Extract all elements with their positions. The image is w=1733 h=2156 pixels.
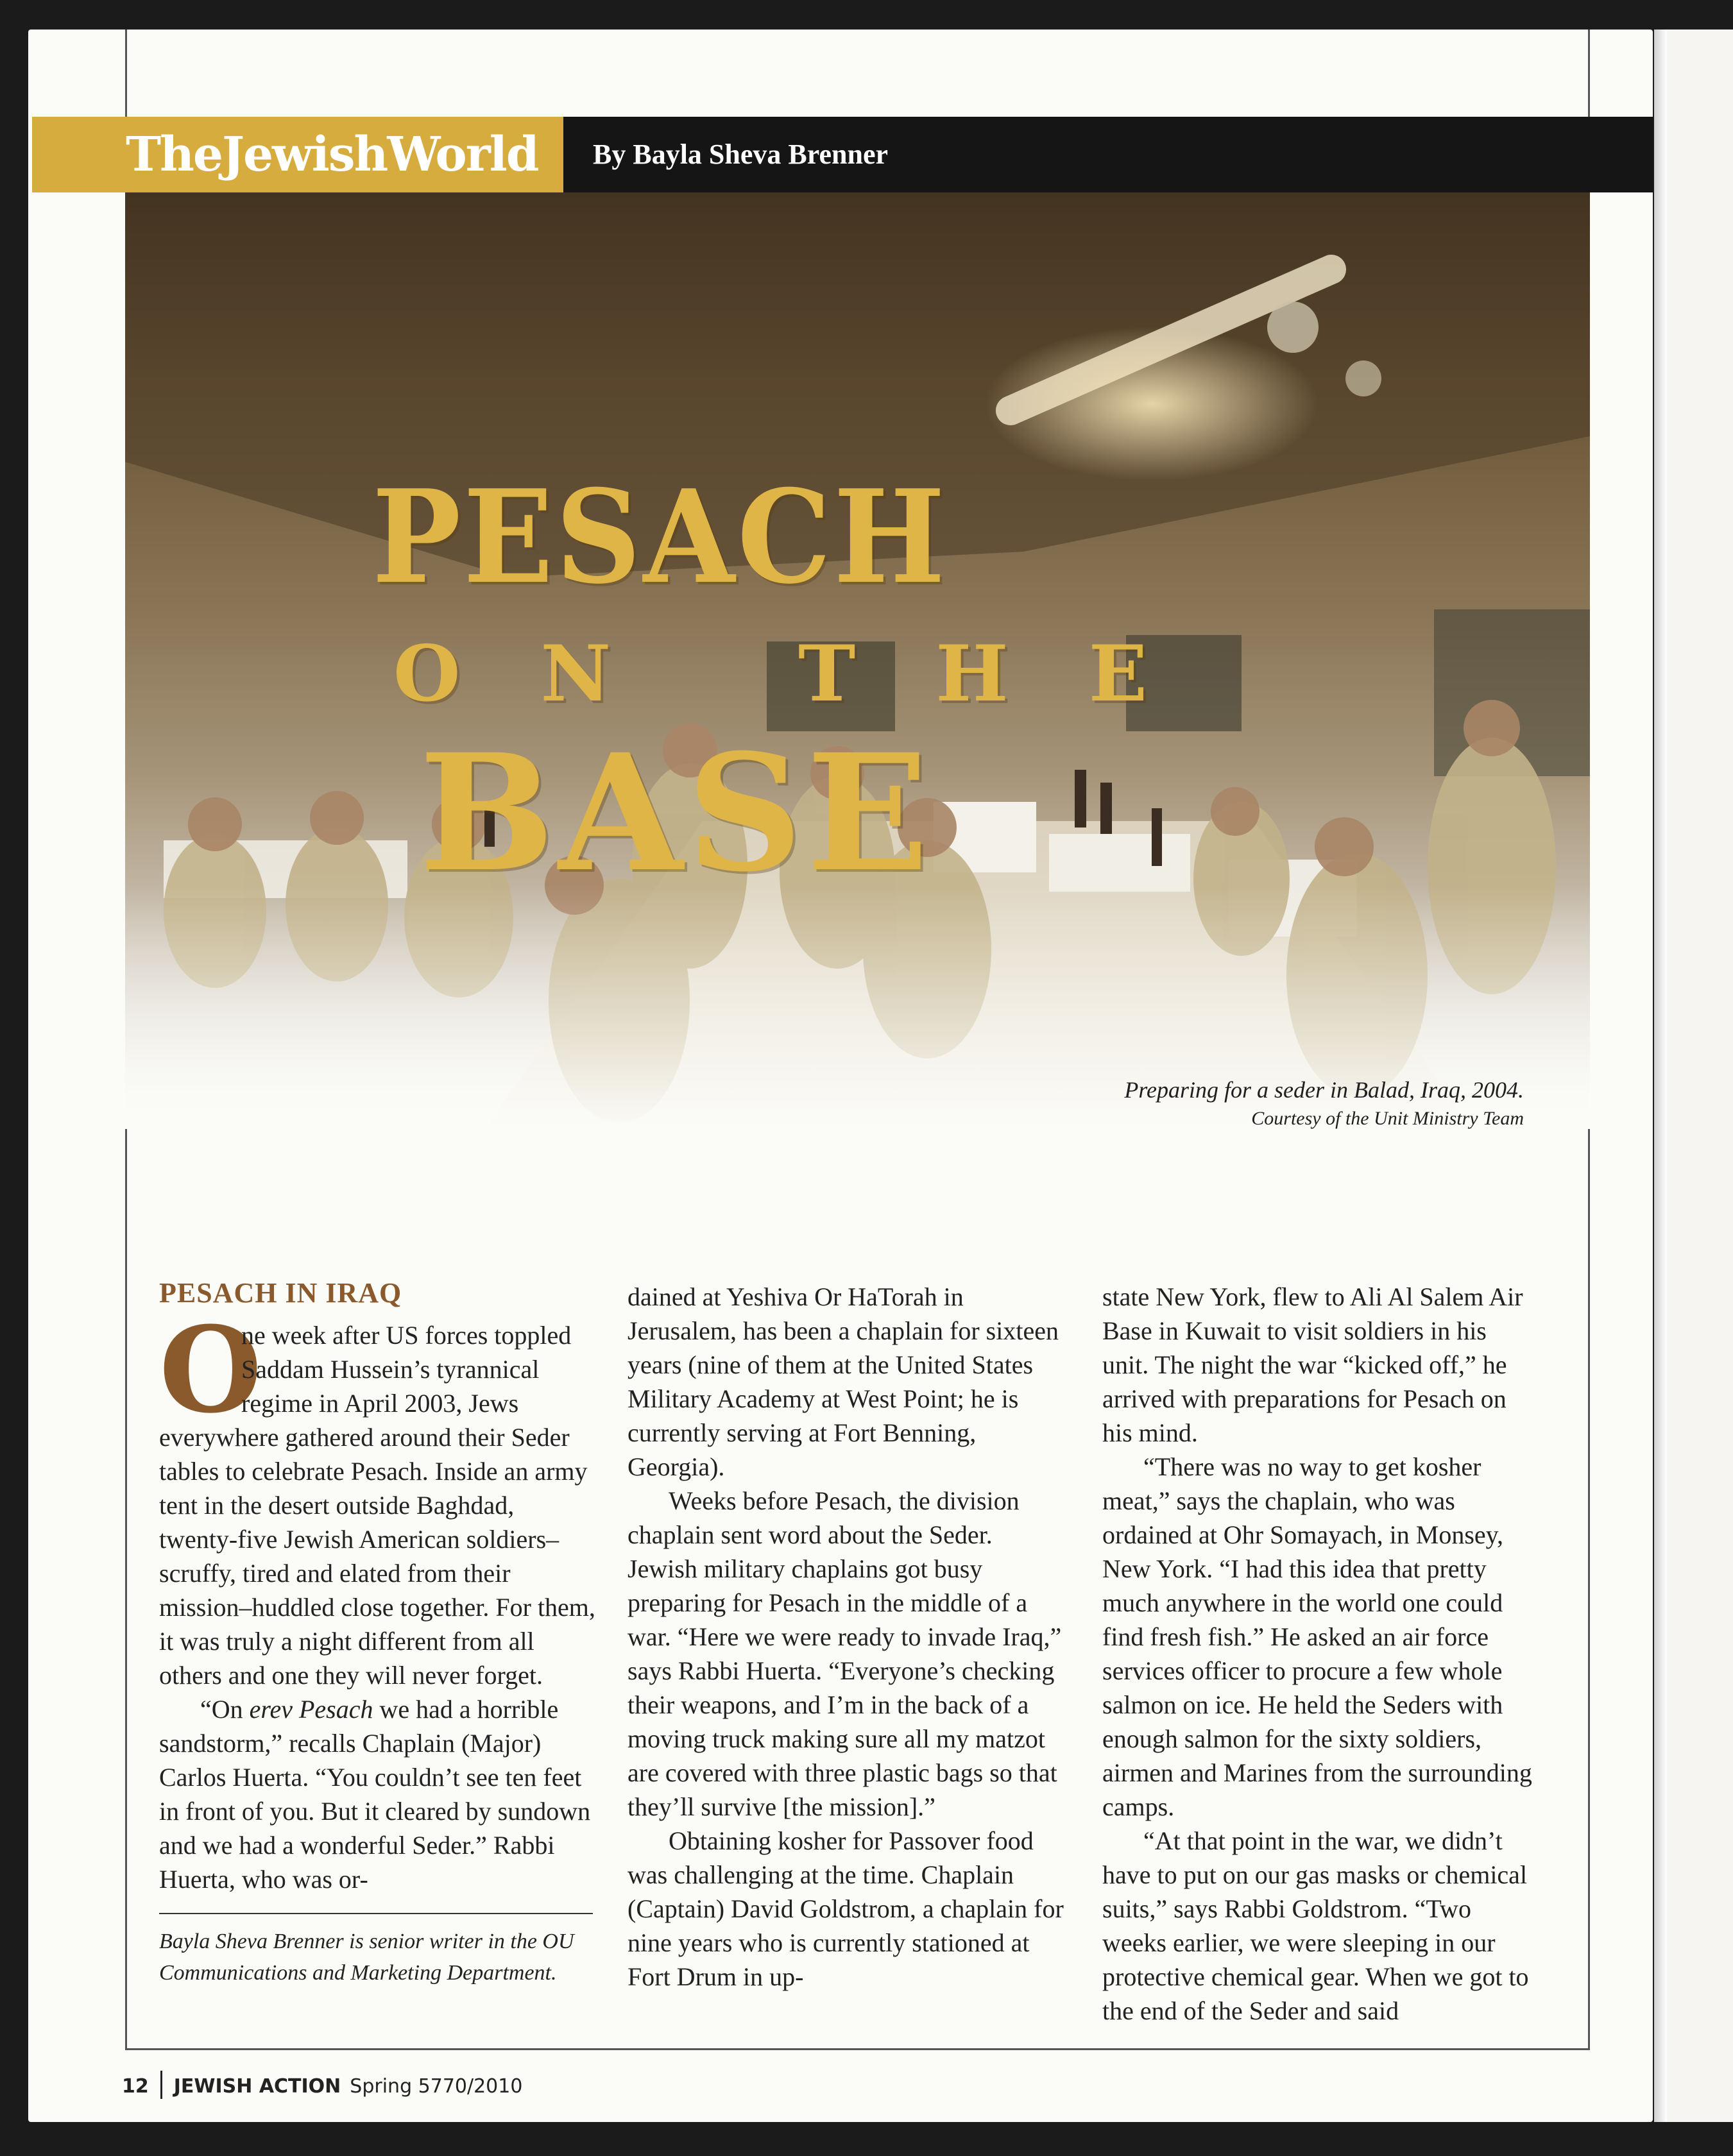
adjacent-page-edge: [1667, 30, 1733, 2122]
paragraph: “There was no way to get kosher meat,” says the chaplain, who was ordained at Ohr Somayach, in Monsey, New York. “I had this idea that pretty much anywhere in the world one could find fresh fish.” He asked an air force services officer to procure a few whole salmon on ice. He held the Seders with enough salmon for the sixty soldiers, airmen and Marines from the surrounding camps.: [1102, 1452, 1532, 1821]
bio-divider: [159, 1913, 593, 1914]
caption-text: Preparing for a seder in Balad, Iraq, 2004.: [1124, 1077, 1524, 1103]
article-column-2: [627, 1280, 1064, 1994]
paragraph-text: ne week after US forces toppled Saddam Hussein’s tyrannical regime in April 2003, Jews everywhere gathered around their Seder tables to celebrate Pesach. Inside an army tent in the desert outside Baghdad, twenty-five Jewish American soldiers–scruffy, tired and elated from their mission–huddled close together. For them, it was truly a night different from all others and one they will never forget.: [159, 1321, 595, 1690]
footer-divider: [160, 2071, 162, 2099]
section-title: TheJewishWorld: [32, 117, 563, 192]
paragraph: [159, 1692, 595, 1896]
paragraph-text: we had a horrible sandstorm,” recalls Chaplain (Major) Carlos Huerta. “You couldn’t see ten feet in front of you. But it cleared by sundown and we had a wonderful Seder.” Rabbi Huerta, who was or-: [159, 1695, 591, 1894]
paragraph: Obtaining kosher for Passover food was challenging at the time. Chaplain (Captain) David Goldstrom, a chaplain for nine years who is currently stationed at Fort Drum in up-: [627, 1826, 1064, 1991]
drop-cap: O: [159, 1301, 262, 1439]
article-subhead: PESACH IN IRAQ: [159, 1277, 402, 1309]
article-column-1: [159, 1301, 595, 1896]
article-column-3: [1102, 1280, 1539, 2028]
paragraph: Weeks before Pesach, the division chaplain sent word about the Seder. Jewish military chaplains got busy preparing for Pesach in the middle of a war. “Here we were ready to invade Iraq,” says Rabbi Huerta. “Everyone’s checking their weapons, and I’m in the back of a moving truck making sure all my matzot are covered with three plastic bags so that they’ll survive [the mission].”: [627, 1486, 1062, 1821]
emphasis-text: erev Pesach: [249, 1695, 373, 1724]
page-footer: [122, 2071, 522, 2099]
author-bio: Bayla Sheva Brenner is senior writer in the OU Communications and Marketing Department.: [159, 1930, 574, 1985]
headline-line-2: ON THE: [393, 629, 1228, 719]
byline: By Bayla Sheva Brenner: [593, 139, 889, 170]
headline-line-1: PESACH: [372, 462, 948, 613]
photo-credit: Courtesy of the Unit Ministry Team: [1251, 1108, 1524, 1129]
seder-tent-photo: [125, 192, 1590, 1129]
paragraph-text: “On: [200, 1695, 250, 1724]
issue-date: Spring 5770/2010: [350, 2075, 523, 2098]
paragraph: [159, 1301, 595, 1692]
magazine-name: JEWISH ACTION: [173, 2075, 341, 2098]
photo-caption: [962, 1075, 1524, 1133]
headline-line-3: BASE: [419, 718, 933, 907]
paragraph: state New York, flew to Ali Al Salem Air Base in Kuwait to visit soldiers in his unit. The night the war “kicked off,” he arrived with preparations for Pesach on his mind.: [1102, 1282, 1523, 1447]
page-spine-shadow: [1654, 30, 1667, 2122]
page-number: 12: [122, 2075, 149, 2098]
paragraph: dained at Yeshiva Or HaTorah in Jerusalem, has been a chaplain for sixteen years (nine of them at the United States Military Academy at West Point; he is currently serving at Fort Benning, Georgia).: [627, 1282, 1059, 1481]
paragraph: “At that point in the war, we didn’t have to put on our gas masks or chemical suits,” says Rabbi Goldstrom. “Two weeks earlier, we were sleeping in our protective chemical gear. When we got to the end of the Seder and said: [1102, 1826, 1529, 2025]
